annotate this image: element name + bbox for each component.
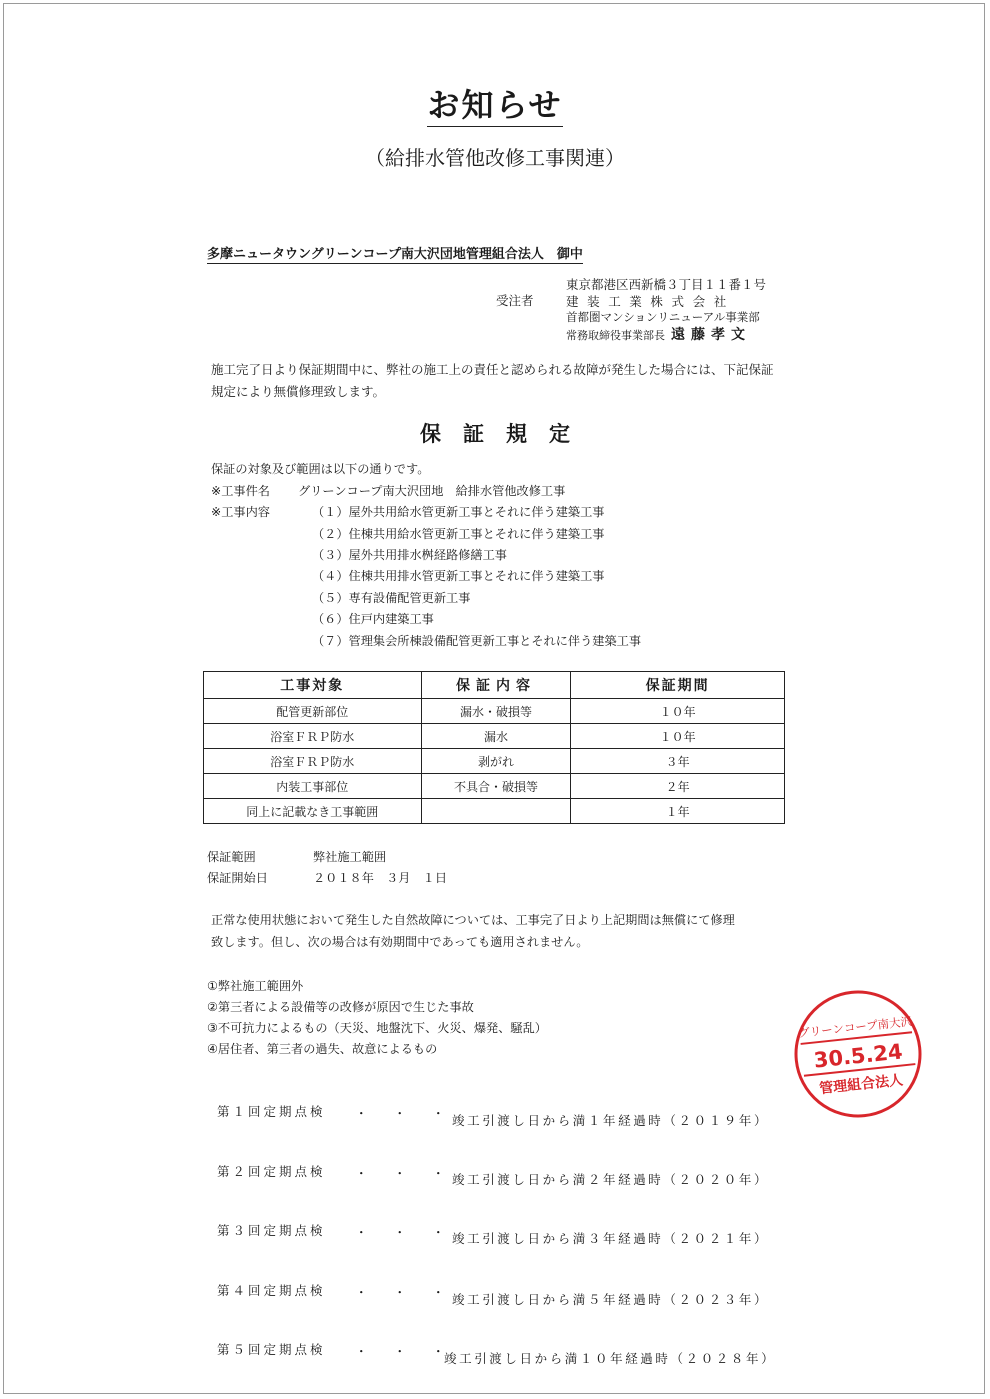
stamp-top-text: グリーンコープ南大沢 (797, 1014, 913, 1041)
inspection-dots: ・・・ (355, 1225, 471, 1240)
warranty-start-label: 保証開始日 (207, 871, 268, 885)
inspection-label: 第２回定期点検 (217, 1164, 326, 1179)
inspection-description: 竣工引渡し日から満１０年経過時（２０２８年） (444, 1351, 777, 1366)
table-cell: 配管更新部位 (204, 699, 422, 724)
exclusion-item: ④居住者、第三者の過失、故意によるもの (207, 1042, 438, 1056)
exclusion-item: ③不可抗力によるもの（天災、地盤沈下、火災、爆発、騒乱） (207, 1021, 547, 1035)
exclusion-item: ①弊社施工範囲外 (207, 979, 304, 993)
received-date-stamp (792, 988, 924, 1120)
work-item: （３）屋外共用排水桝経路修繕工事 (312, 548, 507, 562)
intro-line-2: 規定により無償修理致します。 (211, 384, 386, 399)
warranty-scope-value: 弊社施工範囲 (313, 850, 387, 864)
table-cell: 漏水・破損等 (421, 699, 571, 724)
table-header-cell: 工事対象 (204, 672, 422, 699)
table-cell: 剥がれ (421, 749, 571, 774)
natural-failure-line-1: 正常な使用状態において発生した自然故障については、工事完了日より上記期間は無償にて修理 (211, 913, 735, 927)
inspection-description: 竣工引渡し日から満５年経過時（２０２３年） (452, 1292, 770, 1307)
table-cell: ３年 (571, 749, 785, 774)
contractor-company: 建装工業株式会社 (566, 294, 735, 309)
guarantee-heading: 保証規定 (420, 422, 592, 446)
table-row (204, 774, 785, 799)
inspection-description: 竣工引渡し日から満１年経過時（２０１９年） (452, 1113, 770, 1128)
contractor-label: 受注者 (496, 293, 534, 308)
addressee: 多摩ニュータウングリーンコープ南大沢団地管理組合法人 御中 (207, 247, 583, 262)
inspection-dots: ・・・ (355, 1344, 471, 1359)
table-cell: 同上に記載なき工事範囲 (204, 799, 422, 824)
stamp-bottom-text: 管理組合法人 (818, 1072, 904, 1098)
table-cell: ２年 (571, 774, 785, 799)
document-subtitle: （給排水管他改修工事関連） (365, 146, 625, 170)
inspection-dots: ・・・ (355, 1285, 471, 1300)
inspection-label: 第５回定期点検 (217, 1342, 326, 1357)
table-row (204, 749, 785, 774)
table-cell: １年 (571, 799, 785, 824)
inspection-label: 第３回定期点検 (217, 1223, 326, 1238)
contractor-representative (566, 324, 751, 344)
inspection-label: 第４回定期点検 (217, 1283, 326, 1298)
table-cell: １０年 (571, 699, 785, 724)
work-item: （７）管理集会所棟設備配管更新工事とそれに伴う建築工事 (312, 634, 642, 648)
work-content-label: ※工事内容 (211, 505, 270, 519)
table-cell (421, 799, 571, 824)
table-cell: 漏水 (421, 724, 571, 749)
work-item: （４）住棟共用排水管更新工事とそれに伴う建築工事 (312, 569, 605, 583)
inspection-description: 竣工引渡し日から満３年経過時（２０２１年） (452, 1231, 770, 1246)
table-header-cell: 保証内容 (421, 672, 571, 699)
work-item: （６）住戸内建築工事 (312, 612, 434, 626)
natural-failure-line-2: 致します。但し、次の場合は有効期間中であっても適用されません。 (211, 935, 589, 949)
project-name: グリーンコープ南大沢団地 給排水管他改修工事 (298, 484, 566, 498)
contractor-address: 東京都港区西新橋３丁目１１番１号 (566, 277, 767, 292)
table-cell: １０年 (571, 724, 785, 749)
table-row (204, 799, 785, 824)
warranty-table (203, 671, 785, 824)
table-cell: 内装工事部位 (204, 774, 422, 799)
inspection-label: 第１回定期点検 (217, 1104, 326, 1119)
table-row (204, 699, 785, 724)
table-cell: 浴室ＦＲＰ防水 (204, 724, 422, 749)
work-item: （１）屋外共用給水管更新工事とそれに伴う建築工事 (312, 505, 605, 519)
table-header-cell: 保証期間 (571, 672, 785, 699)
scope-intro: 保証の対象及び範囲は以下の通りです。 (211, 462, 430, 476)
intro-line-1: 施工完了日より保証期間中に、弊社の施工上の責任と認められる故障が発生した場合には、下記保証 (211, 362, 774, 377)
table-header-row (204, 672, 785, 699)
contractor-position: 常務取締役事業部長 (566, 329, 665, 342)
work-item: （２）住棟共用給水管更新工事とそれに伴う建築工事 (312, 527, 605, 541)
table-row (204, 724, 785, 749)
exclusion-item: ②第三者による設備等の改修が原因で生じた事故 (207, 1000, 474, 1014)
stamp-date-text: 30.5.24 (812, 1039, 904, 1073)
warranty-start-value: ２０１８年 ３月 １日 (313, 871, 448, 885)
project-name-label: ※工事件名 (211, 484, 270, 498)
document-title: お知らせ (0, 80, 990, 126)
contractor-division: 首都圏マンションリニューアル事業部 (566, 310, 760, 324)
contractor-name: 遠藤孝文 (671, 327, 751, 343)
inspection-dots: ・・・ (355, 1166, 471, 1181)
table-cell: 不具合・破損等 (421, 774, 571, 799)
warranty-scope-label: 保証範囲 (207, 850, 256, 864)
work-item: （５）専有設備配管更新工事 (312, 591, 471, 605)
inspection-description: 竣工引渡し日から満２年経過時（２０２０年） (452, 1172, 770, 1187)
table-cell: 浴室ＦＲＰ防水 (204, 749, 422, 774)
inspection-dots: ・・・ (355, 1106, 471, 1121)
